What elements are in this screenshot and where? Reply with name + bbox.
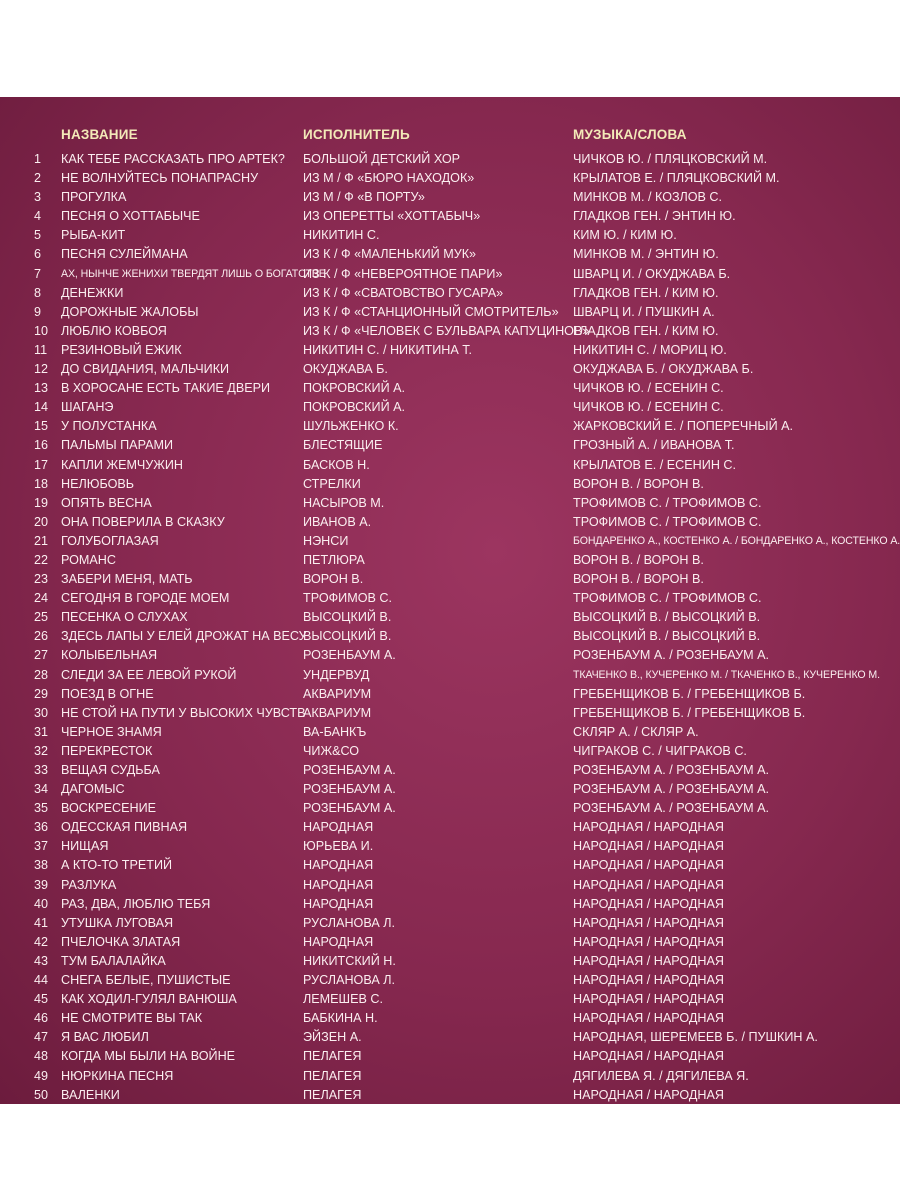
track-title: КОГДА МЫ БЫЛИ НА ВОЙНЕ (61, 1049, 236, 1064)
track-credits: ТРОФИМОВ С. / ТРОФИМОВ С. (573, 495, 762, 510)
track-row (0, 303, 900, 322)
track-title: ДАГОМЫС (61, 782, 125, 797)
track-credits: НАРОДНАЯ / НАРОДНАЯ (573, 858, 725, 873)
track-row (0, 494, 900, 513)
track-row (0, 169, 900, 188)
track-title: ПРОГУЛКА (61, 190, 127, 205)
track-number: 18 (34, 476, 49, 491)
track-artist: НАРОДНАЯ (303, 858, 374, 873)
track-title: ПЕСНЯ О ХОТТАБЫЧЕ (61, 209, 200, 224)
track-number: 40 (34, 896, 49, 911)
track-title: ШАГАНЭ (61, 400, 114, 415)
track-title: РАЗЛУКА (61, 877, 117, 892)
track-credits: ЖАРКОВСКИЙ Е. / ПОПЕРЕЧНЫЙ А. (573, 419, 794, 434)
track-number: 7 (34, 266, 42, 281)
track-number: 48 (34, 1049, 49, 1064)
track-number: 33 (34, 763, 49, 777)
track-artist: НАРОДНАЯ (303, 896, 374, 911)
track-title: ТУМ БАЛАЛАЙКА (61, 953, 166, 968)
track-artist: ЛЕМЕШЕВ С. (303, 992, 383, 1007)
track-number: 26 (34, 629, 49, 644)
track-artist: НИКИТИН С. (303, 228, 380, 243)
track-credits: ГЛАДКОВ ГЕН. / ЭНТИН Ю. (573, 209, 736, 224)
track-artist: УНДЕРВУД (303, 667, 370, 682)
track-credits: ГРОЗНЫЙ А. / ИВАНОВА Т. (573, 438, 735, 453)
track-artist: ПЕТЛЮРА (303, 552, 365, 567)
track-credits: ШВАРЦ И. / ОКУДЖАВА Б. (573, 266, 731, 281)
track-row (0, 685, 900, 704)
track-number: 17 (34, 457, 49, 472)
track-title: ОНА ПОВЕРИЛА В СКАЗКУ (61, 514, 225, 529)
track-number: 5 (34, 228, 42, 243)
track-credits: НАРОДНАЯ / НАРОДНАЯ (573, 839, 725, 854)
track-row (0, 704, 900, 723)
track-artist: АКВАРИУМ (303, 705, 372, 720)
track-number: 9 (34, 304, 42, 319)
track-credits: ВОРОН В. / ВОРОН В. (573, 572, 704, 587)
track-artist: ПОКРОВСКИЙ А. (303, 400, 406, 415)
track-row (0, 341, 900, 360)
header-title: НАЗВАНИЕ (61, 127, 138, 142)
track-title: НИЩАЯ (61, 839, 109, 854)
track-row (0, 207, 900, 226)
track-artist: РУСЛАНОВА Л. (303, 915, 395, 930)
track-credits: НИКИТИН С. / МОРИЦ Ю. (573, 342, 727, 357)
track-number: 20 (34, 514, 49, 529)
track-title: ВЕЩАЯ СУДЬБА (61, 763, 160, 777)
track-row (0, 627, 900, 646)
track-artist: РУСЛАНОВА Л. (303, 973, 395, 988)
track-credits: НАРОДНАЯ / НАРОДНАЯ (573, 820, 725, 835)
track-artist: НАРОДНАЯ (303, 820, 374, 835)
track-artist: СТРЕЛКИ (303, 476, 361, 491)
track-artist: НАРОДНАЯ (303, 877, 374, 892)
track-number: 8 (34, 285, 42, 300)
track-credits: ЧИЧКОВ Ю. / ЕСЕНИН С. (573, 400, 724, 415)
track-title: ПЕСНЯ СУЛЕЙМАНА (61, 247, 188, 262)
track-artist: РОЗЕНБАУМ А. (303, 801, 396, 816)
track-artist: НЭНСИ (303, 533, 349, 548)
track-number: 43 (34, 953, 49, 968)
track-credits: ВОРОН В. / ВОРОН В. (573, 476, 704, 491)
track-title: ЧЕРНОЕ ЗНАМЯ (61, 724, 162, 739)
track-row (0, 1028, 900, 1047)
track-artist: НАСЫРОВ М. (303, 495, 385, 510)
track-title: ПАЛЬМЫ ПАРАМИ (61, 438, 174, 453)
track-artist: ИЗ К / Ф «НЕВЕРОЯТНОЕ ПАРИ» (303, 266, 503, 281)
track-artist: РОЗЕНБАУМ А. (303, 763, 396, 777)
track-number: 28 (34, 667, 49, 682)
track-row (0, 1047, 900, 1066)
track-row (0, 952, 900, 971)
track-number: 29 (34, 686, 49, 701)
track-number: 6 (34, 247, 42, 262)
track-title: ЗАБЕРИ МЕНЯ, МАТЬ (61, 572, 193, 587)
track-artist: ИЗ К / Ф «ЧЕЛОВЕК С БУЛЬВАРА КАПУЦИНОВ» (303, 323, 590, 338)
track-artist: ТРОФИМОВ С. (303, 591, 393, 606)
track-row (0, 245, 900, 264)
track-number: 3 (34, 190, 42, 205)
track-number: 47 (34, 1030, 49, 1045)
track-number: 35 (34, 801, 49, 816)
track-row (0, 799, 900, 818)
track-title: СНЕГА БЕЛЫЕ, ПУШИСТЫЕ (61, 973, 231, 988)
track-title: НЕЛЮБОВЬ (61, 476, 135, 491)
track-artist: АКВАРИУМ (303, 686, 372, 701)
track-row (0, 933, 900, 952)
track-title: НЮРКИНА ПЕСНЯ (61, 1068, 174, 1083)
track-credits: РОЗЕНБАУМ А. / РОЗЕНБАУМ А. (573, 782, 769, 797)
track-credits: ТКАЧЕНКО В., КУЧЕРЕНКО М. / ТКАЧЕНКО В., КУЧЕРЕНКО М. (573, 668, 880, 681)
track-row (0, 723, 900, 742)
track-row (0, 322, 900, 341)
track-number: 38 (34, 858, 49, 873)
track-number: 37 (34, 839, 49, 854)
track-artist: БАБКИНА Н. (303, 1011, 378, 1026)
track-row (0, 513, 900, 532)
track-credits: ЧИЧКОВ Ю. / ЕСЕНИН С. (573, 381, 724, 396)
track-title: НЕ СТОЙ НА ПУТИ У ВЫСОКИХ ЧУВСТВ (61, 705, 306, 720)
track-artist: ИЗ К / Ф «СТАНЦИОННЫЙ СМОТРИТЕЛЬ» (303, 304, 559, 319)
track-title: СЛЕДИ ЗА ЕЕ ЛЕВОЙ РУКОЙ (61, 667, 237, 682)
track-credits: ВЫСОЦКИЙ В. / ВЫСОЦКИЙ В. (573, 610, 761, 625)
track-title: ОПЯТЬ ВЕСНА (61, 495, 152, 510)
track-artist: НАРОДНАЯ (303, 934, 374, 949)
track-credits: ГРЕБЕНЩИКОВ Б. / ГРЕБЕНЩИКОВ Б. (573, 705, 806, 720)
track-credits: ГЛАДКОВ ГЕН. / КИМ Ю. (573, 285, 719, 300)
track-row (0, 188, 900, 207)
track-artist: ИЗ ОПЕРЕТТЫ «ХОТТАБЫЧ» (303, 209, 481, 224)
track-artist: БОЛЬШОЙ ДЕТСКИЙ ХОР (303, 152, 461, 166)
track-title: РЕЗИНОВЫЙ ЕЖИК (61, 342, 182, 357)
track-number: 13 (34, 381, 49, 396)
track-number: 19 (34, 495, 49, 510)
track-credits: КИМ Ю. / КИМ Ю. (573, 228, 677, 243)
track-title: КАПЛИ ЖЕМЧУЖИН (61, 457, 184, 472)
track-credits: БОНДАРЕНКО А., КОСТЕНКО А. / БОНДАРЕНКО А., КОСТЕНКО А. (573, 534, 900, 547)
track-row (0, 436, 900, 455)
track-artist: ЧИЖ&СО (303, 743, 360, 758)
track-artist: ВА-БАНКЪ (303, 724, 367, 739)
track-credits: ТРОФИМОВ С. / ТРОФИМОВ С. (573, 514, 762, 529)
track-row (0, 379, 900, 398)
track-artist: ВЫСОЦКИЙ В. (303, 610, 392, 625)
track-artist: ИЗ М / Ф «В ПОРТУ» (303, 190, 425, 205)
track-row (0, 666, 900, 685)
track-number: 11 (34, 342, 48, 357)
track-artist: ВОРОН В. (303, 572, 364, 587)
track-row (0, 360, 900, 379)
track-row (0, 417, 900, 436)
track-row (0, 284, 900, 303)
track-title: ДОРОЖНЫЕ ЖАЛОБЫ (61, 304, 199, 319)
track-row (0, 398, 900, 417)
track-row (0, 971, 900, 990)
track-artist: ИВАНОВ А. (303, 514, 372, 529)
track-title: ЛЮБЛЮ КОВБОЯ (61, 323, 167, 338)
track-number: 23 (34, 572, 49, 587)
track-row (0, 742, 900, 761)
track-artist: ВЫСОЦКИЙ В. (303, 629, 392, 644)
track-credits: РОЗЕНБАУМ А. / РОЗЕНБАУМ А. (573, 801, 769, 816)
track-title: УТУШКА ЛУГОВАЯ (61, 915, 174, 930)
track-credits: НАРОДНАЯ, ШЕРЕМЕЕВ Б. / ПУШКИН А. (573, 1030, 818, 1045)
track-artist: ПЕЛАГЕЯ (303, 1049, 362, 1064)
track-title: СЕГОДНЯ В ГОРОДЕ МОЕМ (61, 591, 230, 606)
track-artist: РОЗЕНБАУМ А. (303, 782, 396, 797)
track-row (0, 265, 900, 284)
track-title: ГОЛУБОГЛАЗАЯ (61, 533, 159, 548)
track-row (0, 1009, 900, 1028)
track-title: ПЕСЕНКА О СЛУХАХ (61, 610, 188, 625)
track-title: ВАЛЕНКИ (61, 1087, 120, 1102)
track-credits: НАРОДНАЯ / НАРОДНАЯ (573, 1011, 725, 1026)
track-title: ПОЕЗД В ОГНЕ (61, 686, 154, 701)
track-artist: БЛЕСТЯЩИЕ (303, 438, 383, 453)
track-artist: РОЗЕНБАУМ А. (303, 648, 396, 663)
track-title: ПЧЕЛОЧКА ЗЛАТАЯ (61, 934, 181, 949)
track-number: 22 (34, 552, 49, 567)
track-number: 50 (34, 1087, 49, 1102)
track-row (0, 1067, 900, 1086)
track-number: 25 (34, 610, 49, 625)
tracklist-panel (0, 97, 900, 1104)
track-title: НЕ СМОТРИТЕ ВЫ ТАК (61, 1011, 203, 1026)
track-number: 16 (34, 438, 49, 453)
track-credits: НАРОДНАЯ / НАРОДНАЯ (573, 877, 725, 892)
track-credits: НАРОДНАЯ / НАРОДНАЯ (573, 973, 725, 988)
track-number: 41 (34, 915, 49, 930)
track-credits: ВОРОН В. / ВОРОН В. (573, 552, 704, 567)
track-number: 45 (34, 992, 49, 1007)
track-title: ВОСКРЕСЕНИЕ (61, 801, 157, 816)
track-row (0, 608, 900, 627)
track-row (0, 475, 900, 494)
track-credits: НАРОДНАЯ / НАРОДНАЯ (573, 934, 725, 949)
track-number: 34 (34, 782, 49, 797)
track-number: 10 (34, 323, 49, 338)
track-number: 31 (34, 724, 49, 739)
track-row (0, 895, 900, 914)
track-title: КАК ТЕБЕ РАССКАЗАТЬ ПРО АРТЕК? (61, 152, 285, 166)
track-title: РЫБА-КИТ (61, 228, 126, 243)
track-number: 46 (34, 1011, 49, 1026)
track-credits: НАРОДНАЯ / НАРОДНАЯ (573, 953, 725, 968)
track-row (0, 818, 900, 837)
track-number: 42 (34, 934, 49, 949)
track-credits: ТРОФИМОВ С. / ТРОФИМОВ С. (573, 591, 762, 606)
track-title: ПЕРЕКРЕСТОК (61, 743, 153, 758)
track-number: 2 (34, 171, 42, 186)
track-credits: НАРОДНАЯ / НАРОДНАЯ (573, 915, 725, 930)
track-title: У ПОЛУСТАНКА (61, 419, 157, 434)
track-title: В ХОРОСАНЕ ЕСТЬ ТАКИЕ ДВЕРИ (61, 381, 271, 396)
track-row (0, 761, 900, 780)
track-number: 27 (34, 648, 49, 663)
track-title: ДО СВИДАНИЯ, МАЛЬЧИКИ (61, 362, 230, 377)
track-row (0, 150, 900, 169)
track-title: ДЕНЕЖКИ (61, 285, 124, 300)
track-row (0, 551, 900, 570)
track-artist: БАСКОВ Н. (303, 457, 370, 472)
header-artist: ИСПОЛНИТЕЛЬ (303, 127, 410, 142)
track-title: РАЗ, ДВА, ЛЮБЛЮ ТЕБЯ (61, 896, 211, 911)
track-artist: ШУЛЬЖЕНКО К. (303, 419, 399, 434)
track-number: 4 (34, 209, 42, 224)
track-credits: ОКУДЖАВА Б. / ОКУДЖАВА Б. (573, 362, 754, 377)
track-credits: ЧИЧКОВ Ю. / ПЛЯЦКОВСКИЙ М. (573, 152, 768, 166)
track-title: Я ВАС ЛЮБИЛ (61, 1030, 149, 1045)
track-artist: ИЗ К / Ф «МАЛЕНЬКИЙ МУК» (303, 247, 477, 262)
track-credits: НАРОДНАЯ / НАРОДНАЯ (573, 1049, 725, 1064)
track-credits: РОЗЕНБАУМ А. / РОЗЕНБАУМ А. (573, 763, 769, 777)
track-title: ЗДЕСЬ ЛАПЫ У ЕЛЕЙ ДРОЖАТ НА ВЕСУ (61, 629, 307, 644)
track-credits: РОЗЕНБАУМ А. / РОЗЕНБАУМ А. (573, 648, 769, 663)
track-credits: СКЛЯР А. / СКЛЯР А. (573, 724, 699, 739)
track-row (0, 780, 900, 799)
track-number: 30 (34, 705, 49, 720)
track-artist: ОКУДЖАВА Б. (303, 362, 388, 377)
track-row (0, 226, 900, 245)
track-title: КАК ХОДИЛ-ГУЛЯЛ ВАНЮША (61, 992, 237, 1007)
track-number: 36 (34, 820, 49, 835)
track-credits: КРЫЛАТОВ Е. / ПЛЯЦКОВСКИЙ М. (573, 171, 780, 186)
track-credits: МИНКОВ М. / ЭНТИН Ю. (573, 247, 719, 262)
track-number: 21 (34, 533, 49, 548)
track-credits: ГЛАДКОВ ГЕН. / КИМ Ю. (573, 323, 719, 338)
track-title: КОЛЫБЕЛЬНАЯ (61, 648, 158, 663)
track-row (0, 589, 900, 608)
track-credits: ВЫСОЦКИЙ В. / ВЫСОЦКИЙ В. (573, 629, 761, 644)
track-credits: НАРОДНАЯ / НАРОДНАЯ (573, 1087, 725, 1102)
track-list (0, 150, 900, 1105)
track-number: 1 (34, 152, 42, 166)
track-number: 49 (34, 1068, 49, 1083)
track-row (0, 837, 900, 856)
track-credits: ШВАРЦ И. / ПУШКИН А. (573, 304, 715, 319)
track-row (0, 990, 900, 1009)
track-credits: НАРОДНАЯ / НАРОДНАЯ (573, 992, 725, 1007)
track-row (0, 914, 900, 933)
track-row (0, 456, 900, 475)
track-number: 24 (34, 591, 49, 606)
track-artist: НИКИТИН С. / НИКИТИНА Т. (303, 342, 473, 357)
track-row (0, 876, 900, 895)
track-credits: МИНКОВ М. / КОЗЛОВ С. (573, 190, 723, 205)
track-artist: ИЗ К / Ф «СВАТОВСТВО ГУСАРА» (303, 285, 504, 300)
track-credits: ДЯГИЛЕВА Я. / ДЯГИЛЕВА Я. (573, 1068, 749, 1083)
header-credits: МУЗЫКА/СЛОВА (573, 127, 687, 142)
track-artist: ЭЙЗЕН А. (303, 1030, 362, 1045)
track-artist: ПЕЛАГЕЯ (303, 1068, 362, 1083)
track-row (0, 532, 900, 551)
track-number: 12 (34, 362, 49, 377)
track-artist: НИКИТСКИЙ Н. (303, 953, 396, 968)
track-artist: ИЗ М / Ф «БЮРО НАХОДОК» (303, 171, 475, 186)
track-artist: ПЕЛАГЕЯ (303, 1087, 362, 1102)
track-credits: НАРОДНАЯ / НАРОДНАЯ (573, 896, 725, 911)
track-number: 39 (34, 877, 49, 892)
track-artist: ПОКРОВСКИЙ А. (303, 381, 406, 396)
track-row (0, 570, 900, 589)
track-artist: ЮРЬЕВА И. (303, 839, 374, 854)
track-credits: ЧИГРАКОВ С. / ЧИГРАКОВ С. (573, 743, 747, 758)
track-title: ОДЕССКАЯ ПИВНАЯ (61, 820, 188, 835)
track-row (0, 646, 900, 665)
track-title: РОМАНС (61, 552, 116, 567)
track-title: А КТО-ТО ТРЕТИЙ (61, 858, 173, 873)
track-credits: КРЫЛАТОВ Е. / ЕСЕНИН С. (573, 457, 737, 472)
track-row (0, 1086, 900, 1105)
track-number: 44 (34, 973, 49, 988)
track-title: НЕ ВОЛНУЙТЕСЬ ПОНАПРАСНУ (61, 171, 259, 186)
track-number: 15 (34, 419, 49, 434)
track-row (0, 856, 900, 875)
track-number: 14 (34, 400, 49, 415)
track-number: 32 (34, 743, 49, 758)
track-credits: ГРЕБЕНЩИКОВ Б. / ГРЕБЕНЩИКОВ Б. (573, 686, 806, 701)
track-title: АХ, НЫНЧЕ ЖЕНИХИ ТВЕРДЯТ ЛИШЬ О БОГАТСТВЕ (61, 267, 326, 280)
